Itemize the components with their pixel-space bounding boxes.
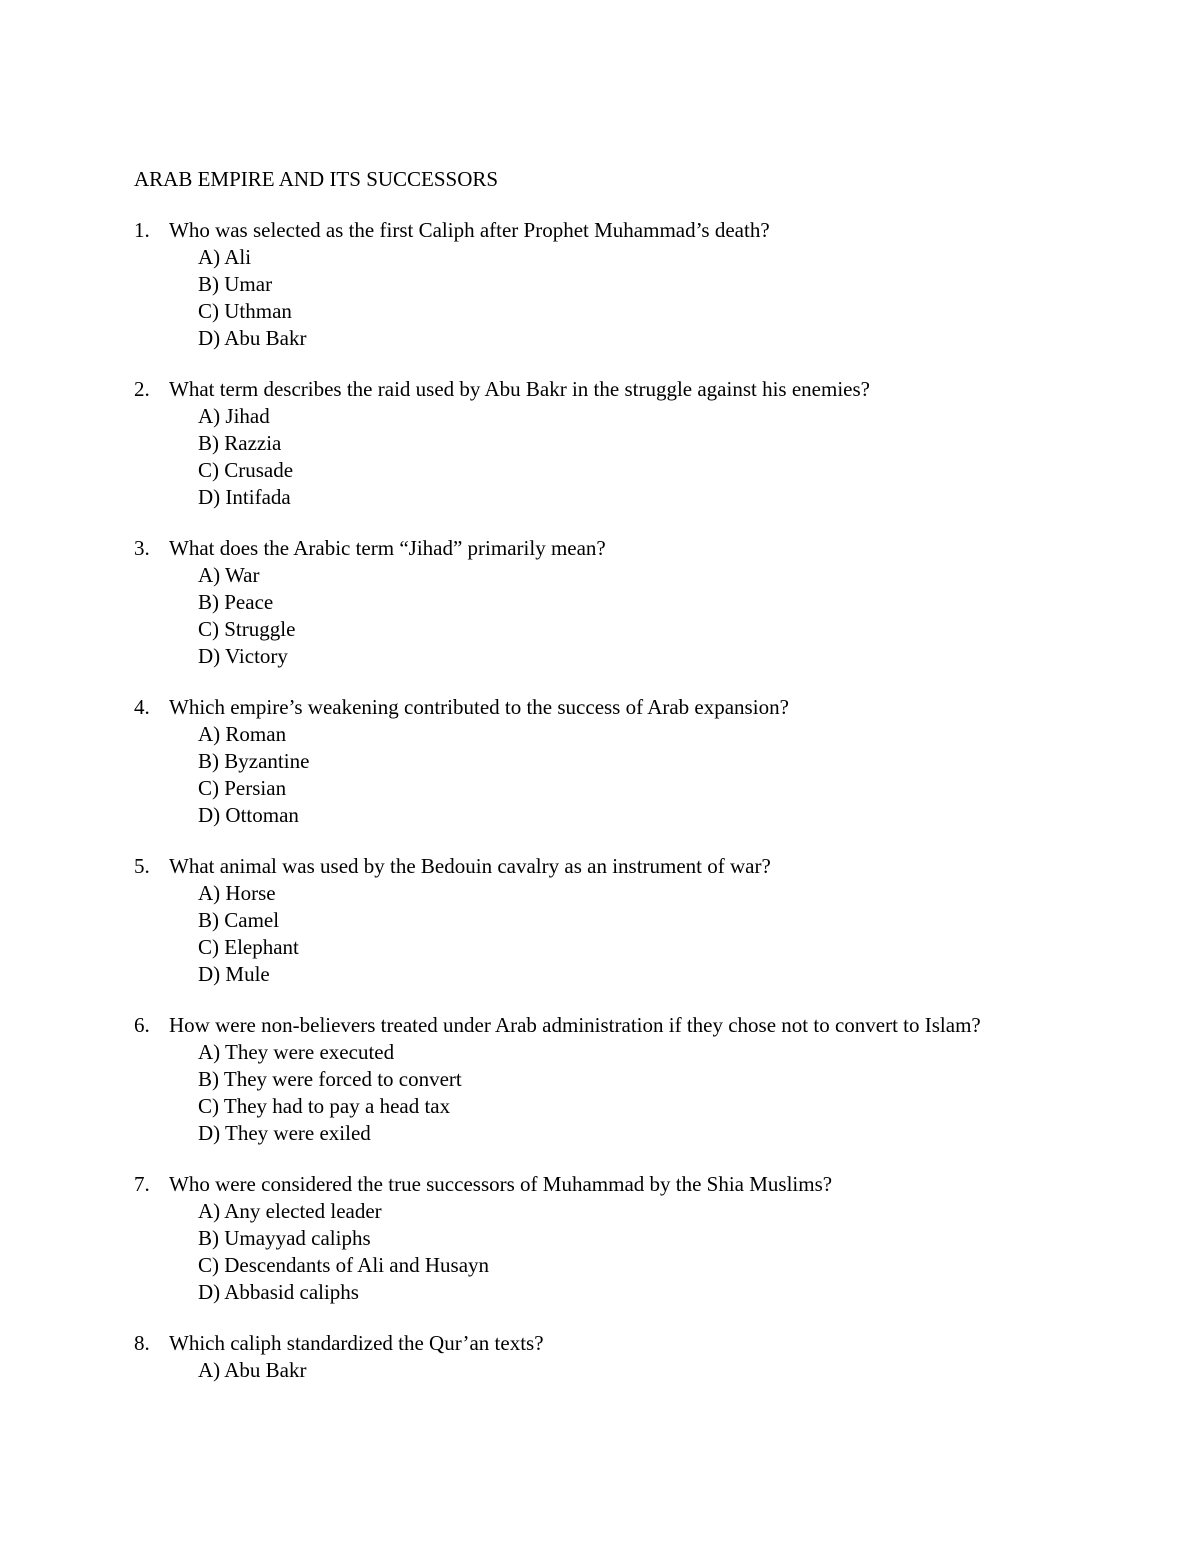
question-number: 6. — [134, 1013, 150, 1037]
answer-option: C) They had to pay a head tax — [198, 1094, 451, 1118]
question-item — [134, 694, 1034, 829]
document-title: ARAB EMPIRE AND ITS SUCCESSORS — [134, 167, 499, 191]
question-list — [134, 217, 1034, 1408]
answer-options — [134, 244, 1034, 352]
answer-option: C) Struggle — [198, 617, 296, 641]
answer-option: A) Roman — [198, 722, 287, 746]
answer-option: C) Persian — [198, 776, 287, 800]
answer-option: A) Abu Bakr — [198, 1358, 307, 1382]
question-number: 8. — [134, 1331, 150, 1355]
question-text: Which empire’s weakening contributed to the success of Arab expansion? — [169, 695, 789, 719]
question-item — [134, 535, 1034, 670]
question-item — [134, 1330, 1034, 1384]
question-number: 1. — [134, 218, 150, 242]
answer-option: A) Horse — [198, 881, 276, 905]
answer-option: A) Jihad — [198, 404, 270, 428]
question-item — [134, 376, 1034, 511]
answer-option: A) War — [198, 563, 260, 587]
question-number: 4. — [134, 695, 150, 719]
answer-option: A) Ali — [198, 245, 252, 269]
question-item — [134, 1012, 1034, 1147]
answer-option: B) Razzia — [198, 431, 282, 455]
answer-option: C) Uthman — [198, 299, 292, 323]
answer-option: C) Crusade — [198, 458, 294, 482]
question-item — [134, 853, 1034, 988]
answer-options — [134, 1357, 1034, 1384]
answer-option: D) Mule — [198, 962, 270, 986]
answer-options — [134, 562, 1034, 670]
answer-option: A) Any elected leader — [198, 1199, 382, 1223]
answer-option: A) They were executed — [198, 1040, 395, 1064]
answer-option: B) Camel — [198, 908, 280, 932]
answer-option: D) Abbasid caliphs — [198, 1280, 359, 1304]
answer-options — [134, 403, 1034, 511]
question-text: How were non-believers treated under Arab administration if they chose not to convert to Islam? — [169, 1013, 981, 1037]
answer-option: D) They were exiled — [198, 1121, 371, 1145]
question-text: What does the Arabic term “Jihad” primarily mean? — [169, 536, 606, 560]
answer-option: B) Byzantine — [198, 749, 310, 773]
answer-option: B) They were forced to convert — [198, 1067, 462, 1091]
answer-option: D) Intifada — [198, 485, 291, 509]
answer-option: C) Elephant — [198, 935, 299, 959]
question-number: 2. — [134, 377, 150, 401]
answer-option: D) Abu Bakr — [198, 326, 307, 350]
answer-options — [134, 880, 1034, 988]
answer-option: C) Descendants of Ali and Husayn — [198, 1253, 490, 1277]
answer-options — [134, 721, 1034, 829]
answer-options — [134, 1198, 1034, 1306]
question-text: Who were considered the true successors of Muhammad by the Shia Muslims? — [169, 1172, 833, 1196]
question-item — [134, 217, 1034, 352]
question-text: Which caliph standardized the Qur’an texts? — [169, 1331, 544, 1355]
answer-option: B) Umayyad caliphs — [198, 1226, 371, 1250]
question-text: What animal was used by the Bedouin cavalry as an instrument of war? — [169, 854, 771, 878]
answer-option: D) Ottoman — [198, 803, 299, 827]
answer-option: B) Umar — [198, 272, 273, 296]
answer-options — [134, 1039, 1034, 1147]
question-number: 3. — [134, 536, 150, 560]
answer-option: B) Peace — [198, 590, 274, 614]
question-text: Who was selected as the first Caliph after Prophet Muhammad’s death? — [169, 218, 770, 242]
question-text: What term describes the raid used by Abu Bakr in the struggle against his enemies? — [169, 377, 870, 401]
question-number: 7. — [134, 1172, 150, 1196]
question-item — [134, 1171, 1034, 1306]
answer-option: D) Victory — [198, 644, 288, 668]
question-number: 5. — [134, 854, 150, 878]
